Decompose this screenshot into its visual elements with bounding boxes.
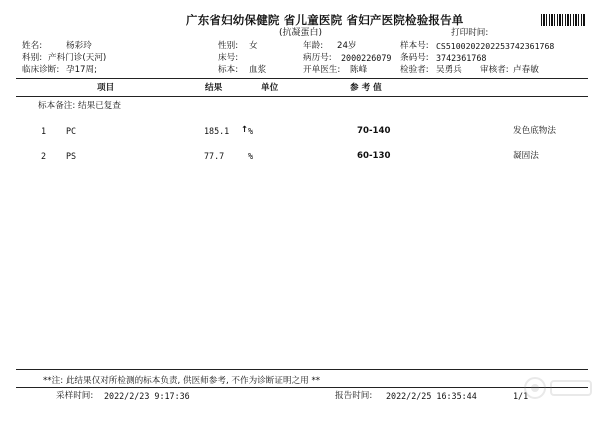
row-1-ref: 70-140 [357, 126, 391, 136]
specimen-no-value: CS5100202202253742361768 [436, 41, 555, 51]
name-label: 姓名: [22, 41, 43, 51]
row-1-high-flag: ↑ [241, 125, 249, 135]
row-2-method: 凝固法 [513, 151, 539, 161]
sex-label: 性别: [218, 41, 239, 51]
row-1-no: 1 [41, 126, 47, 136]
page-number: 1/1 [513, 391, 529, 401]
watermark-logo [523, 375, 595, 401]
bed-label: 床号: [218, 53, 239, 63]
report-time-label: 报告时间: [335, 391, 373, 401]
table-header-rule [16, 96, 588, 97]
barcode-label: 条码号: [400, 53, 429, 63]
dept-value: 产科门诊(天河) [48, 53, 107, 63]
footer-top-rule [16, 369, 588, 370]
record-label: 病历号: [303, 53, 332, 63]
barcode-value: 3742361768 [436, 53, 487, 63]
header-result: 结果 [205, 83, 223, 93]
specimen-no-label: 样本号: [400, 41, 429, 51]
doctor-value: 陈峰 [350, 65, 368, 75]
dept-label: 科别: [22, 53, 43, 63]
row-2-unit: % [248, 151, 254, 161]
barcode-icon [541, 14, 586, 26]
header-ref: 参 考 值 [350, 83, 382, 93]
tester-value: 吴勇兵 [436, 65, 462, 75]
sample-value: 血浆 [249, 65, 267, 75]
diag-value: 孕17周; [66, 65, 98, 75]
row-2-no: 2 [41, 151, 47, 161]
report-subtitle: (抗凝蛋白) [279, 28, 323, 38]
collect-time-label: 采样时间: [56, 391, 94, 401]
specimen-remark: 标本备注: 结果已复查 [38, 101, 121, 111]
report-time-value: 2022/2/25 16:35:44 [386, 391, 477, 401]
header-unit: 单位 [261, 83, 279, 93]
row-1-item: PC [66, 126, 77, 136]
header-item: 项目 [97, 83, 115, 93]
footer-mid-rule [16, 387, 588, 388]
sample-label: 标本: [218, 65, 239, 75]
row-1-method: 发色底物法 [513, 126, 556, 136]
disclaimer-note: **注: 此结果仅对所检测的标本负责, 供医师参考, 不作为诊断证明之用 ** [43, 376, 321, 386]
age-label: 年龄: [303, 41, 324, 51]
row-2-item: PS [66, 151, 77, 161]
row-1-unit: % [248, 126, 254, 136]
print-time-label: 打印时间: [451, 28, 489, 38]
reviewer-value: 卢春敏 [513, 65, 539, 75]
age-value: 24岁 [337, 41, 357, 51]
collect-time-value: 2022/2/23 9:17:36 [104, 391, 190, 401]
tester-label: 检验者: [400, 65, 429, 75]
diag-label: 临床诊断: [22, 65, 60, 75]
row-2-ref: 60-130 [357, 151, 391, 161]
report-title: 广东省妇幼保健院 省儿童医院 省妇产医院检验报告单 [186, 13, 464, 27]
record-value: 2000226079 [341, 53, 392, 63]
row-1-result: 185.1 [204, 126, 230, 136]
table-top-rule [16, 78, 588, 79]
row-2-result: 77.7 [204, 151, 225, 161]
doctor-label: 开单医生: [303, 65, 341, 75]
name-value: 杨彩玲 [66, 41, 92, 51]
sex-value: 女 [249, 41, 258, 51]
reviewer-label: 审核者: [480, 65, 509, 75]
